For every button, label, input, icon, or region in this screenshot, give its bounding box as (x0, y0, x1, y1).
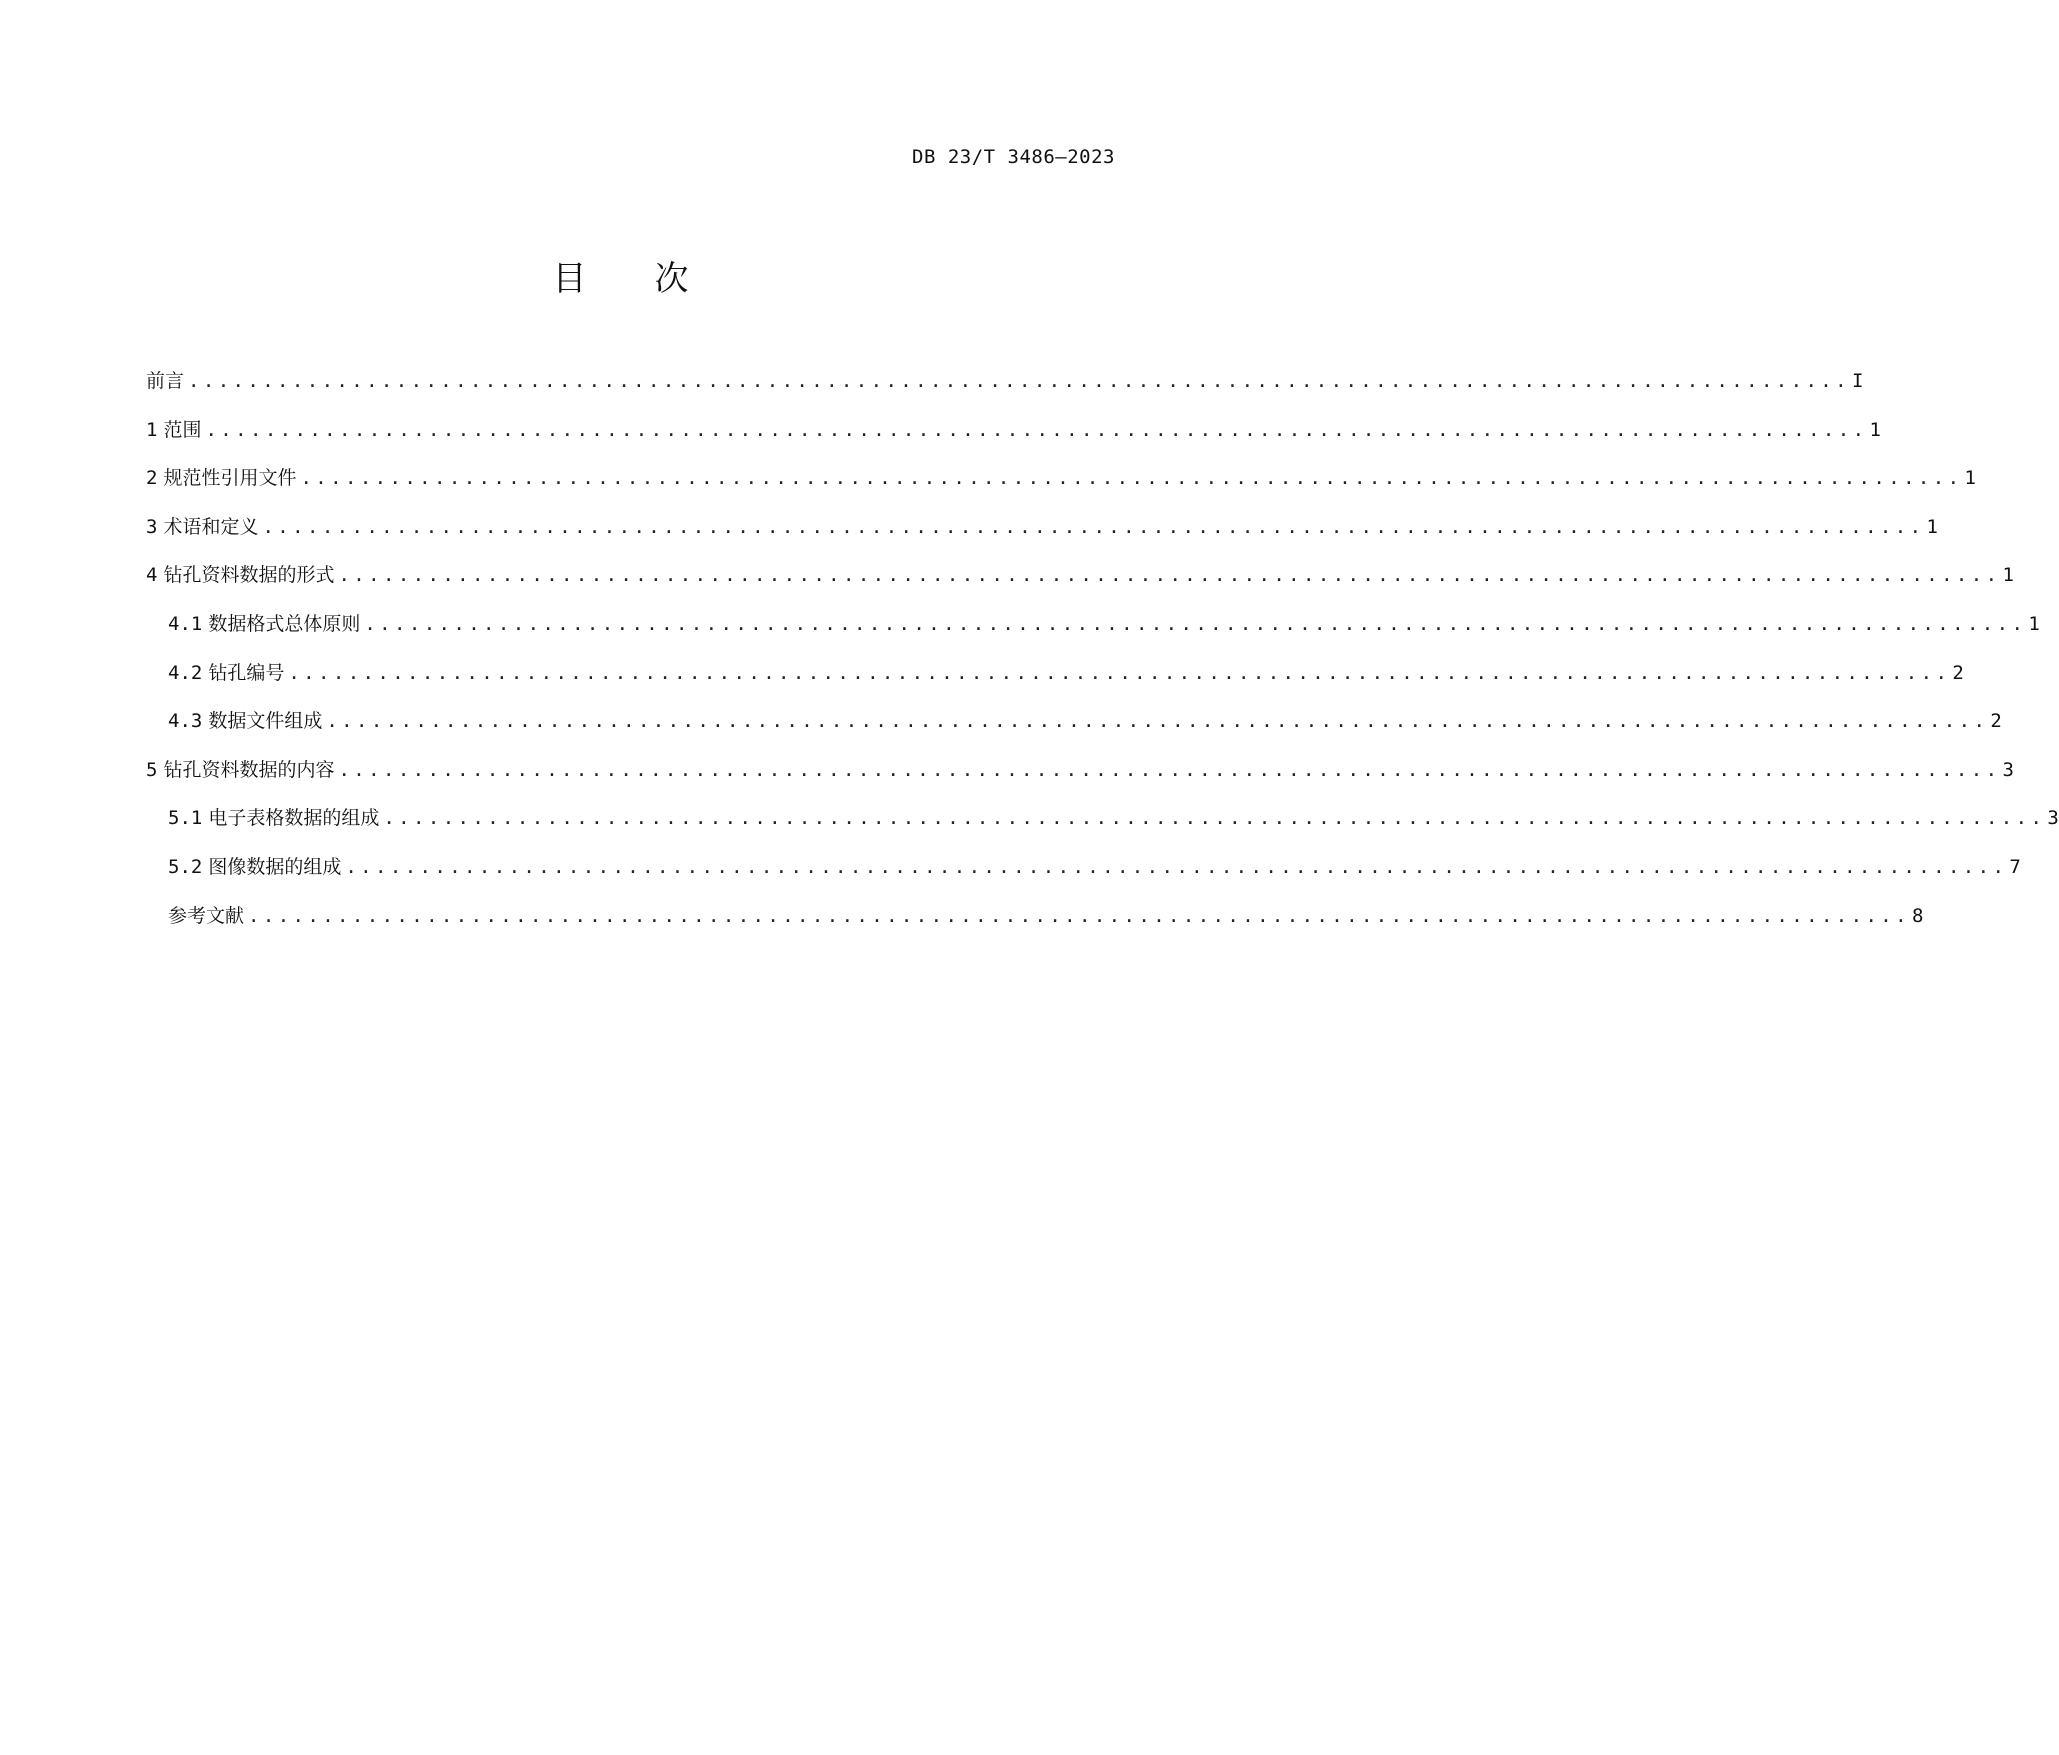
toc-entry-section-5-1[interactable] (146, 807, 2059, 858)
toc-entry-label: 钻孔编号 (208, 661, 285, 684)
toc-entry-number: 4.3 (168, 710, 203, 733)
toc-entry-page: 7 (2009, 855, 2021, 878)
toc-entry-label: 术语和定义 (163, 515, 259, 538)
toc-entry-section-5-2[interactable] (146, 855, 2021, 907)
toc-entry-terms[interactable] (146, 515, 1938, 567)
toc-entry-number: 5.2 (168, 855, 203, 878)
toc-entry-number: 1 (146, 418, 158, 441)
toc-entry-number: 5.1 (168, 807, 203, 830)
toc-entry-label: 范围 (163, 418, 202, 441)
toc-entry-scope[interactable] (146, 418, 1881, 470)
toc-entry-number: 4.1 (168, 612, 203, 635)
toc-leader-dots: ................................................................................................................ (288, 661, 1951, 684)
toc-entry-section-4[interactable] (146, 564, 2014, 615)
toc-entry-label: 数据格式总体原则 (208, 612, 361, 635)
toc-leader-dots: ................................................................................................................ (338, 564, 2001, 587)
toc-leader-dots: ................................................................................................................ (338, 758, 2001, 781)
toc-entry-page: 1 (1964, 467, 1976, 490)
toc-entry-page: 2 (1990, 710, 2002, 733)
toc-entry-foreword[interactable] (146, 370, 1864, 421)
toc-leader-dots: ................................................................................................................ (300, 467, 1963, 490)
toc-entry-label: 钻孔资料数据的内容 (163, 758, 335, 781)
page-title: 目 次 (552, 259, 689, 299)
toc-entry-page: 1 (2028, 612, 2040, 635)
toc-leader-dots: ................................................................................................................ (205, 418, 1868, 441)
toc-entry-number: 3 (146, 515, 158, 538)
toc-entry-normative-references[interactable] (146, 467, 1976, 518)
toc-entry-section-4-1[interactable] (146, 612, 2040, 664)
toc-entry-label: 图像数据的组成 (208, 855, 342, 878)
table-of-contents (146, 370, 2059, 955)
toc-leader-dots: ................................................................................................................ (345, 855, 2008, 878)
toc-leader-dots: ................................................................................................................ (326, 710, 1989, 733)
toc-entry-label: 电子表格数据的组成 (208, 807, 380, 830)
toc-leader-dots: ................................................................................................................ (188, 370, 1850, 392)
toc-leader-dots: ................................................................................................................ (248, 904, 1910, 927)
toc-entry-page: 3 (2047, 807, 2059, 830)
toc-entry-number: 2 (146, 467, 158, 490)
toc-entry-section-4-2[interactable] (146, 661, 1964, 713)
toc-entry-page: I (1851, 370, 1864, 392)
document-code: DB 23/T 3486—2023 (912, 146, 1115, 168)
toc-entry-bibliography[interactable] (146, 904, 1924, 956)
toc-entry-page: 3 (2002, 758, 2014, 781)
toc-entry-number: 4.2 (168, 661, 203, 684)
toc-leader-dots: ................................................................................................................ (262, 515, 1925, 538)
toc-entry-label: 规范性引用文件 (163, 467, 297, 490)
toc-entry-page: 1 (1869, 418, 1881, 441)
toc-entry-number: 5 (146, 758, 158, 781)
toc-entry-page: 1 (2002, 564, 2014, 587)
toc-leader-dots: ................................................................................................................ (383, 807, 2046, 830)
toc-entry-label: 前言 (146, 370, 185, 392)
toc-entry-label: 参考文献 (168, 904, 245, 927)
toc-entry-section-4-3[interactable] (146, 710, 2002, 761)
toc-entry-page: 1 (1926, 515, 1938, 538)
toc-entry-section-5[interactable] (146, 758, 2014, 810)
toc-entry-label: 钻孔资料数据的形式 (163, 564, 335, 587)
toc-leader-dots: ................................................................................................................ (364, 612, 2027, 635)
toc-entry-label: 数据文件组成 (208, 710, 323, 733)
toc-entry-number: 4 (146, 564, 158, 587)
toc-entry-page: 8 (1911, 904, 1924, 927)
toc-entry-page: 2 (1952, 661, 1964, 684)
